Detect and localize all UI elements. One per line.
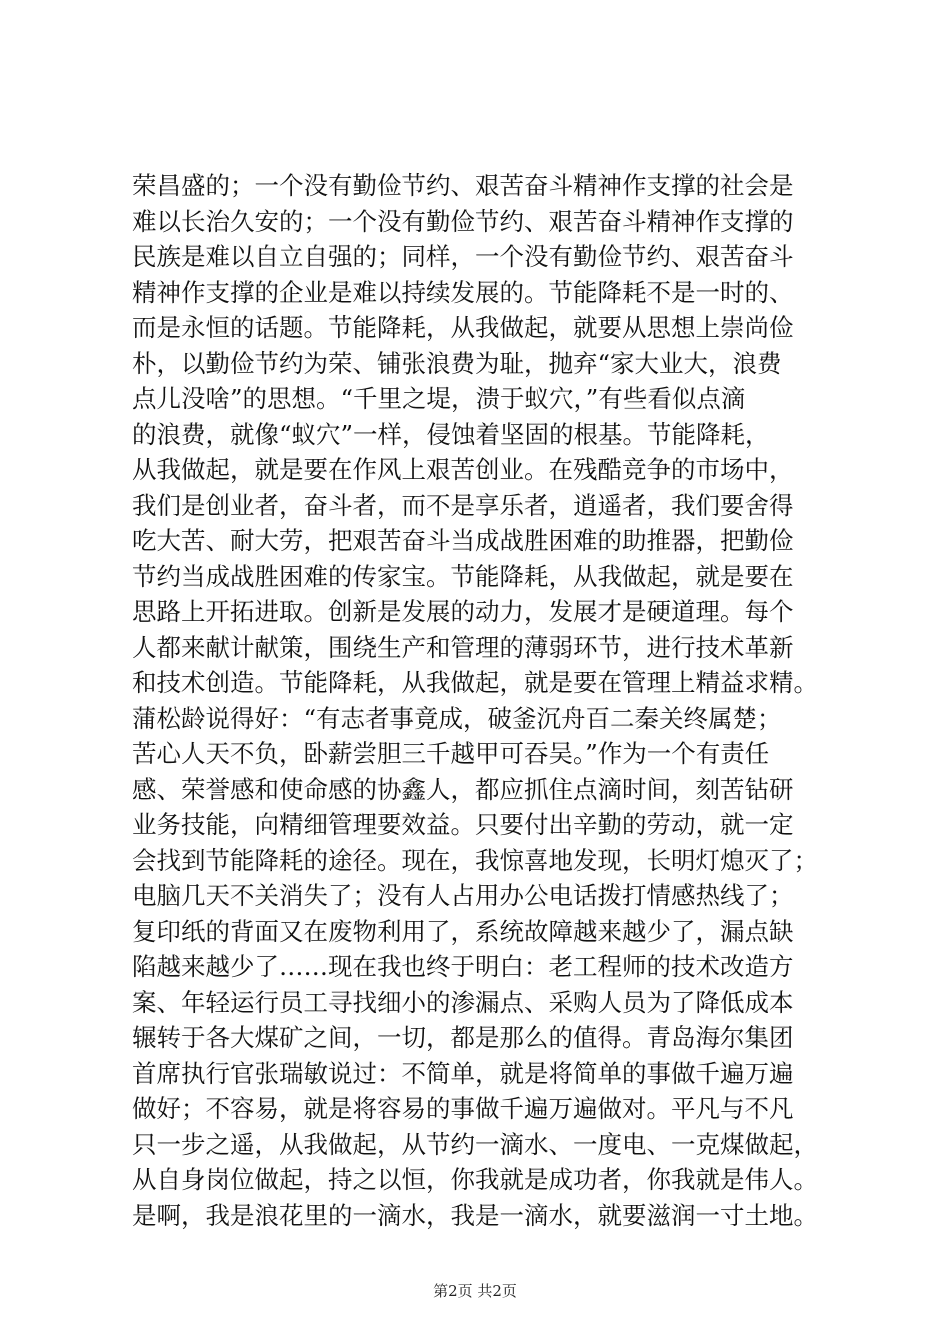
text-line: 而是永恒的话题。节能降耗，从我做起，就要从思想上崇尚俭 <box>132 313 794 342</box>
text-line: 案、年轻运行员工寻找细小的渗漏点、采购人员为了降低成本 <box>132 987 794 1017</box>
text-line: 点儿没啥”的思想。“千里之堤，溃于蚁穴，”有些看似点滴 <box>132 384 746 413</box>
text-line: 陷越来越少了……现在我也终于明白：老工程师的技术改造方 <box>132 952 794 981</box>
text-line: 我们是创业者，奋斗者，而不是享乐者，逍遥者，我们要舍得 <box>132 490 794 520</box>
text-line: 精神作支撑的企业是难以持续发展的。节能降耗不是一时的、 <box>132 277 794 307</box>
text-line: 业务技能，向精细管理要效益。只要付出辛勤的劳动，就一定 <box>132 810 794 839</box>
text-line: 荣昌盛的；一个没有勤俭节约、艰苦奋斗精神作支撑的社会是 <box>132 171 794 200</box>
text-line: 感、荣誉感和使命感的协鑫人，都应抓住点滴时间，刻苦钻研 <box>132 774 794 804</box>
text-line: 只一步之遥，从我做起，从节约一滴水、一度电、一克煤做起， <box>132 1129 818 1159</box>
text-line: 会找到节能降耗的途径。现在，我惊喜地发现，长明灯熄灭了； <box>132 845 818 875</box>
text-line: 是啊，我是浪花里的一滴水，我是一滴水，就要滋润一寸土地。 <box>132 1200 818 1230</box>
text-line: 做好；不容易，就是将容易的事做千遍万遍做对。平凡与不凡 <box>132 1094 794 1123</box>
text-line: 吃大苦、耐大劳，把艰苦奋斗当成战胜困难的助推器，把勤俭 <box>132 526 794 555</box>
page-number-footer: 第2页 共2页 <box>433 1282 517 1300</box>
text-line: 电脑几天不关消失了；没有人占用办公电话拨打情感热线了； <box>132 881 794 910</box>
text-line: 蒲松龄说得好：“有志者事竟成，破釜沉舟百二秦关终属楚； <box>132 703 782 733</box>
text-line: 的浪费，就像“蚁穴”一样，侵蚀着坚固的根基。节能降耗， <box>132 419 770 449</box>
text-line: 和技术创造。节能降耗，从我做起，就是要在管理上精益求精。 <box>132 668 818 697</box>
body-paragraph <box>132 168 852 1233</box>
text-line: 从自身岗位做起，持之以恒，你我就是成功者，你我就是伟人。 <box>132 1165 818 1194</box>
text-line: 思路上开拓进取。创新是发展的动力，发展才是硬道理。每个 <box>132 597 794 626</box>
text-line: 苦心人天不负，卧薪尝胆三千越甲可吞吴。”作为一个有责任 <box>132 739 770 768</box>
text-line: 复印纸的背面又在废物利用了，系统故障越来越少了，漏点缺 <box>132 916 794 946</box>
text-line: 朴，以勤俭节约为荣、铺张浪费为耻，抛弃“家大业大，浪费 <box>132 348 782 378</box>
text-line: 从我做起，就是要在作风上艰苦创业。在残酷竞争的市场中， <box>132 455 794 484</box>
text-line: 节约当成战胜困难的传家宝。节能降耗，从我做起，就是要在 <box>132 561 794 591</box>
text-line: 人都来献计献策，围绕生产和管理的薄弱环节，进行技术革新 <box>132 632 794 662</box>
text-line: 民族是难以自立自强的；同样，一个没有勤俭节约、艰苦奋斗 <box>132 242 794 271</box>
text-line: 难以长治久安的；一个没有勤俭节约、艰苦奋斗精神作支撑的 <box>132 206 794 236</box>
text-line: 首席执行官张瑞敏说过：不简单，就是将简单的事做千遍万遍 <box>132 1058 794 1088</box>
text-line: 辗转于各大煤矿之间，一切，都是那么的值得。青岛海尔集团 <box>132 1023 794 1052</box>
